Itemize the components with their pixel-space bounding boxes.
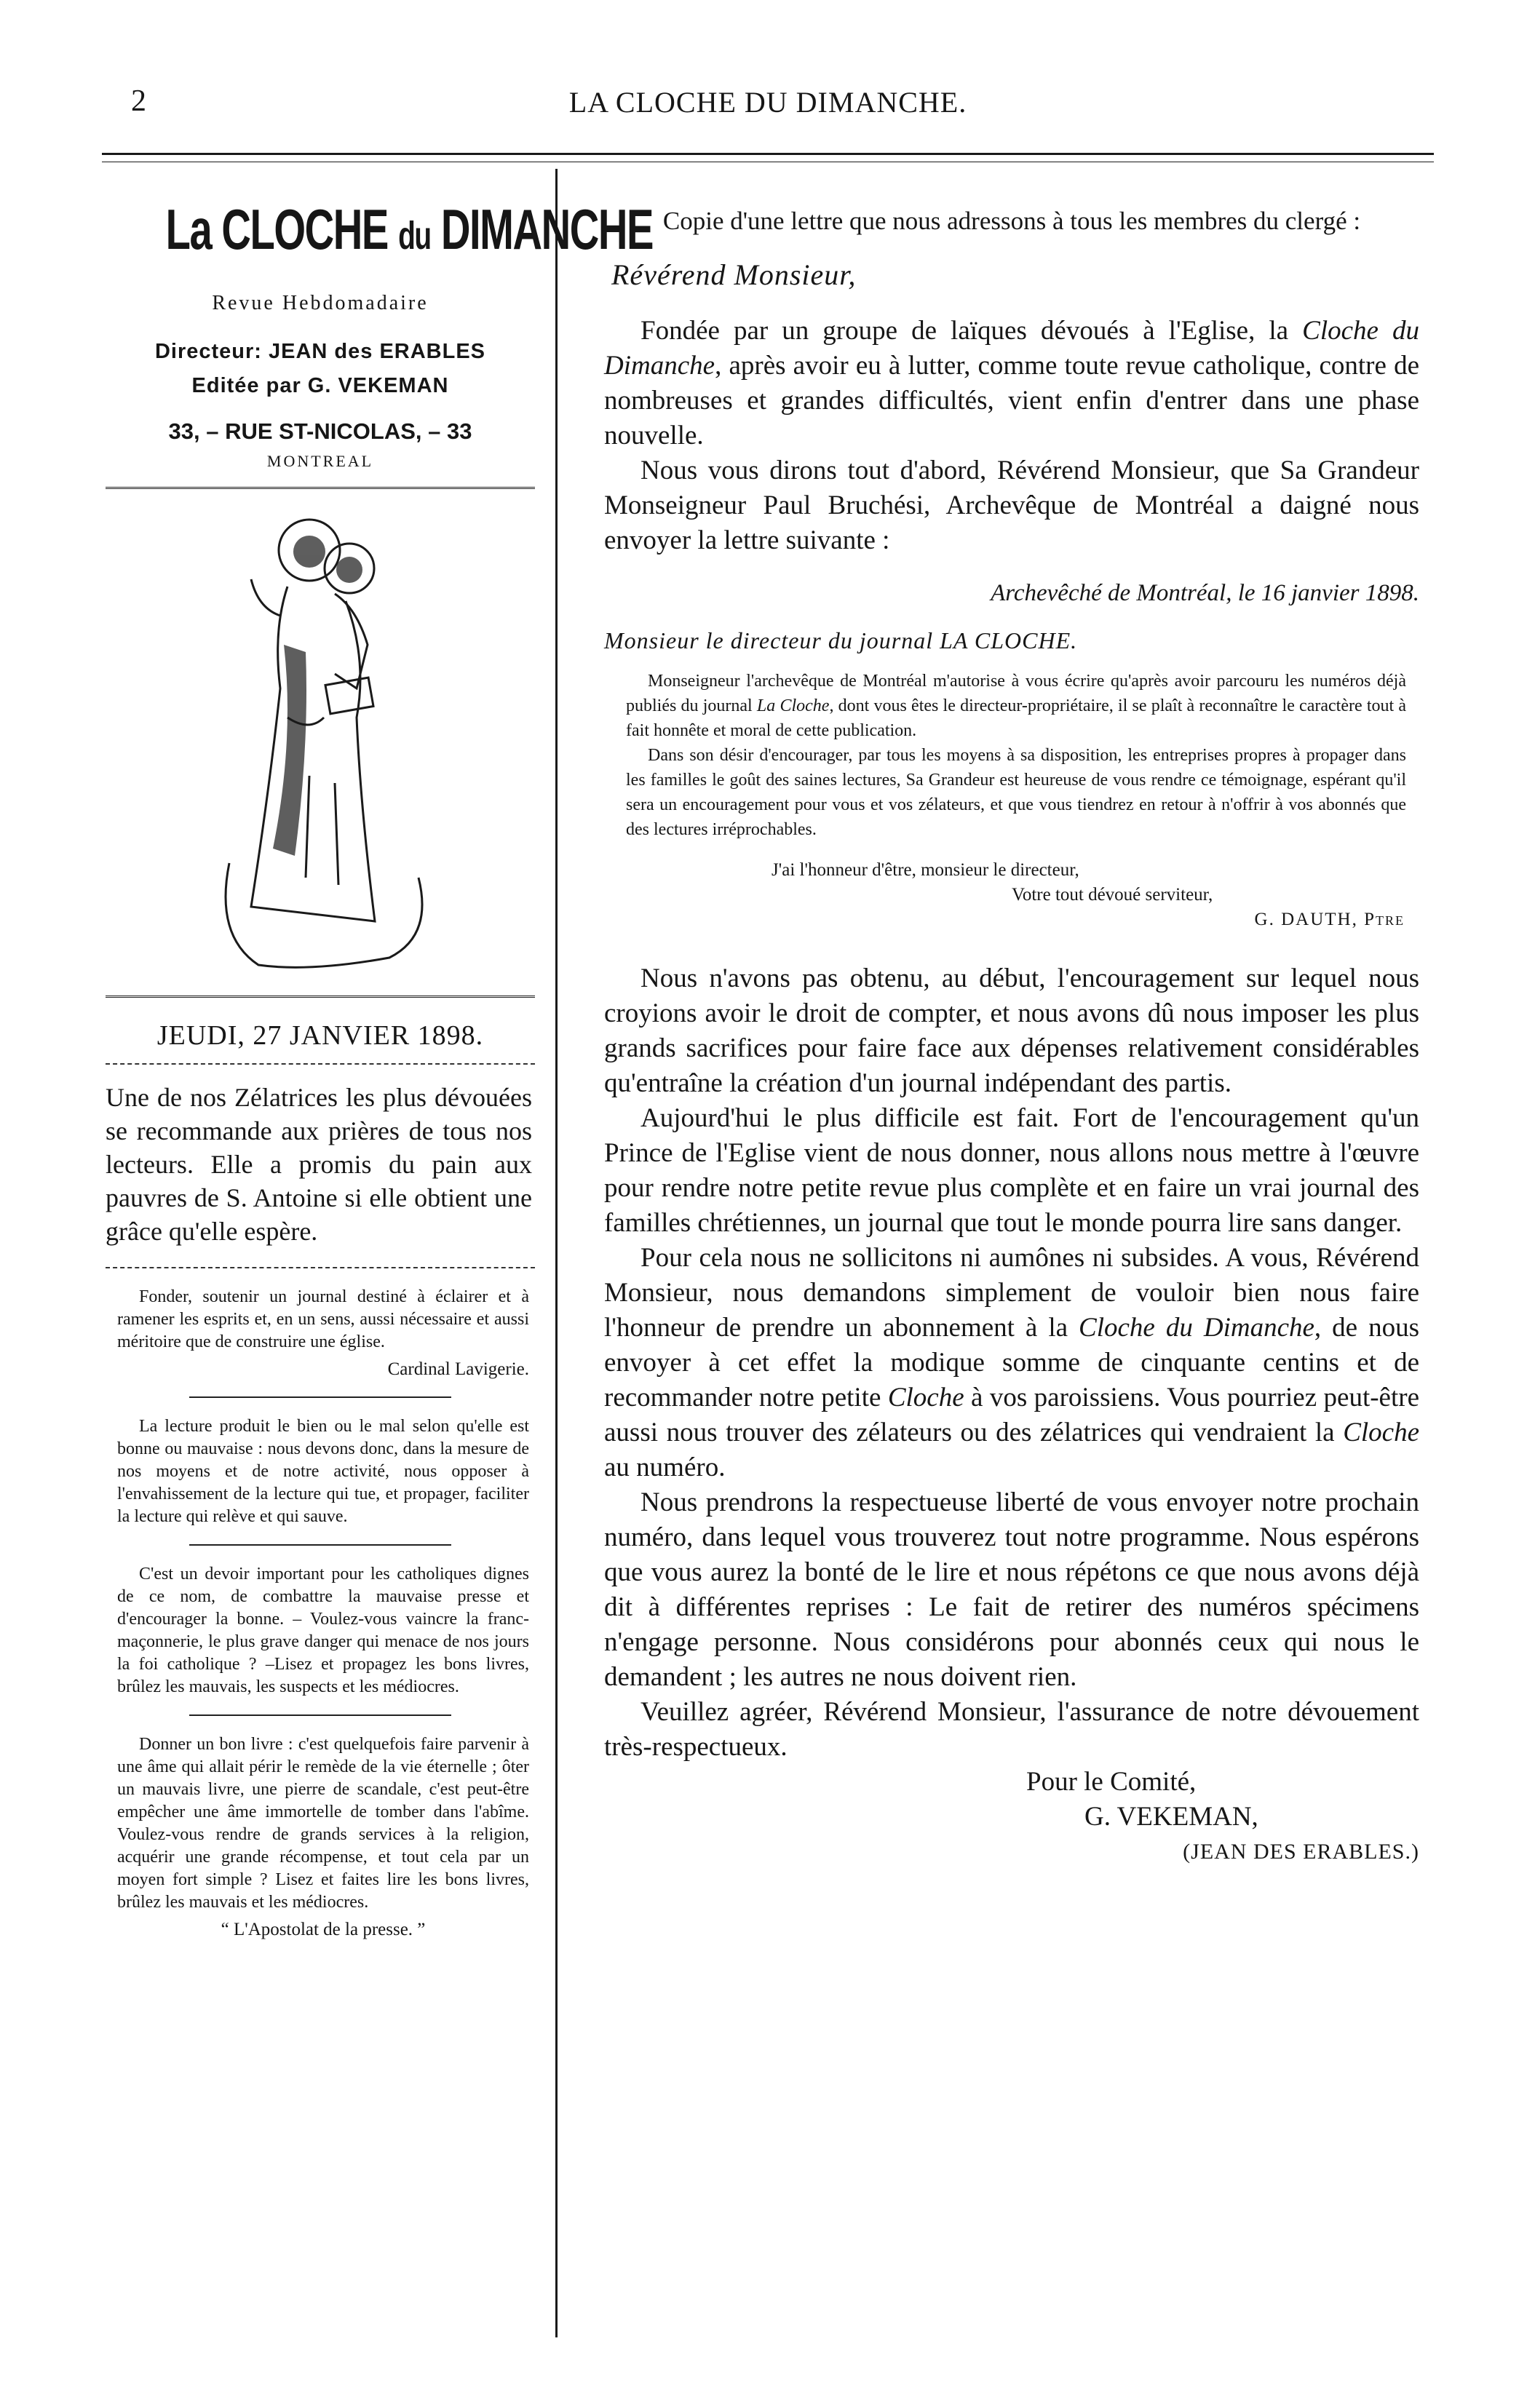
paragraph-pour-cela [604, 1241, 1419, 1485]
paragraph-nous-prendrons: Nous prendrons la respectueuse liberté de vous envoyer notre prochain numéro, dans lequel vous trouverez tout notre programme. Nous espérons que vous aurez la bonté de le lire et nous répétons ce que nous avons déjà dit à différentes reprises : Le fait de retirer des numéros spécimens n'engage personne. Nous considérons pour abonnés ceux qui nous le demandent ; les autres ne nous doivent rien. [604, 1487, 1419, 1692]
quote-lavigerie-text: Fonder, soutenir un journal destiné à éclairer et à ramener les esprits et, en un sens, aussi nécessaire et aussi méritoire que de construire une église. [117, 1287, 529, 1351]
masthead-subtitle: Revue Hebdomadaire [212, 292, 429, 314]
masthead-rule [106, 487, 535, 489]
date-rule-top [106, 996, 535, 998]
column-divider [555, 169, 558, 2337]
letter-addressee: Monsieur le directeur du journal LA CLOCHE. [604, 627, 1078, 653]
page-number: 2 [131, 84, 146, 118]
quote-lavigerie [106, 1286, 535, 1380]
letter-dateline: Archevêché de Montréal, le 16 janvier 1898. [991, 580, 1419, 606]
running-title: LA CLOCHE DU DIMANCHE. [568, 86, 967, 119]
masthead-title-part1: La CLOCHE [165, 197, 399, 261]
quote-bon-livre-signature: “ L'Apostolat de la presse. ” [221, 1920, 426, 1939]
quote-devoir-text: C'est un devoir important pour les catholiques dignes de ce nom, de combattre la mauvaise presse et d'encourager la bonne. – Voulez-vous vaincre la franc-maçonnerie, le plus grave danger qui menace de nos jours la foi catholique ? –Lisez et propagez les bons livres, brûlez les mauvais, les suspects et les médiocres. [117, 1565, 529, 1696]
paragraph-fondee-a: Fondée par un groupe de laïques dévoués à l'Eglise, la [640, 316, 1303, 346]
masthead-directeur: Directeur: JEAN des ERABLES [154, 340, 486, 363]
right-column [604, 205, 1419, 1869]
left-column [106, 175, 653, 1941]
paragraph-aujourdhui: Aujourd'hui le plus difficile est fait. Fort de l'encouragement qu'un Prince de l'Eglise vient de nous donner, nous allons nous mettre à l'œuvre pour rendre notre petite revue plus complète et en faire un vrai journal des familles chrétiennes, un journal que tout le monde pourra lire sans danger. [604, 1103, 1419, 1238]
masthead-title [165, 196, 653, 263]
quote-lecture [106, 1415, 535, 1528]
paragraph-pour-cela-a: Pour cela nous ne sollicitons ni aumônes ni subsides. A vous, Révérend Monsieur, nous demandons simplement de vouloir bien nous faire l'honneur de prendre un abonnement à la [604, 1243, 1419, 1343]
paragraph-pour-cela-cloche-1: Cloche [887, 1383, 964, 1412]
quote-bon-livre [106, 1733, 535, 1941]
letter-closing [604, 858, 1419, 932]
paragraph-fondee [604, 314, 1419, 453]
paragraph-nous-vous-dirons: Nous vous dirons tout d'abord, Révérend Monsieur, que Sa Grandeur Monseigneur Paul Bruchési, Archevêque de Montréal a daigné nous envoyer la lettre suivante : [604, 456, 1419, 555]
quote-separator [189, 1714, 451, 1716]
letter-paragraph-1-a: Monseigneur l'archevêque de Montréal m'autorise à vous écrire qu'après avoir parcouru les numéros déjà publiés du journal [626, 672, 1406, 715]
paragraph-encouragement: Nous n'avons pas obtenu, au début, l'encouragement sur lequel nous croyions avoir le droit de compter, et nous avons dû nous imposer les plus grands sacrifices pour faire face aux dépenses relativement considérables qu'entraîne la création d'un journal indépendant des partis. [604, 963, 1419, 1098]
paragraph-pour-cela-b: , de nous envoyer à cet effet la modique somme de cinquante centins et de recommander notre petite [604, 1313, 1419, 1412]
paragraph-pour-cela-c: à vos paroissiens. Vous pourriez peut-être aussi nous trouver des zélateurs ou des zélatrices qui vendraient la [604, 1383, 1419, 1447]
letter-paragraph-2: Dans son désir d'encourager, par tous les moyens à sa disposition, les entreprises propres à propager dans les familles le goût des saines lectures, Sa Grandeur est heureuse de vous rendre ce témoignage, espérant qu'il sera un encouragement pour vous et vos zélateurs, et que vous tiendrez en retour à n'offrir à vos abonnés que des lectures irréprochables. [626, 746, 1406, 839]
paragraph-pour-cela-title: Cloche du Dimanche [1079, 1313, 1314, 1343]
paragraph-veuillez: Veuillez agréer, Révérend Monsieur, l'assurance de notre dévouement très-respectueux. [604, 1697, 1419, 1762]
paragraph-pour-cela-d: au numéro. [604, 1453, 726, 1482]
closing-line-2: Votre tout dévoué serviteur, [1012, 885, 1213, 905]
body-paragraphs-2 [604, 961, 1419, 1765]
letter-paragraph-1-b: , dont vous êtes le directeur-propriétaire, il se plaît à reconnaître le caractère tout à fait honnête et moral de cette publication. [626, 696, 1407, 740]
paragraph-pour-cela-cloche-2: Cloche [1343, 1418, 1419, 1447]
saint-anthony-illustration [200, 499, 440, 980]
archbishop-letter [604, 669, 1419, 842]
quote-separator [189, 1544, 451, 1546]
salutation: Révérend Monsieur, [611, 258, 857, 291]
quote-devoir [106, 1563, 535, 1698]
quote-separator [189, 1396, 451, 1398]
date-rule-bottom [106, 1063, 535, 1065]
letter-paragraph-1-title: La Cloche [756, 696, 830, 715]
letter-paragraph-1 [626, 669, 1406, 743]
quote-lecture-text: La lecture produit le bien ou le mal selon qu'elle est bonne ou mauvaise : nous devons donc, dans la mesure de nos moyens et de notre activité, nous opposer à l'envahissement de la lecture qui tue, et propager, faciliter la lecture qui relève et qui sauve. [117, 1417, 529, 1526]
masthead-city: MONTREAL [266, 452, 374, 470]
closing-signature: G. DAUTH, Ptre [1254, 910, 1405, 929]
masthead-title-part2: DIMANCHE [430, 197, 653, 261]
masthead-title-du: du [398, 214, 431, 258]
issue-date: JEUDI, 27 JANVIER 1898. [156, 1020, 484, 1051]
header-rule [102, 153, 1434, 155]
committee-signature [604, 1765, 1419, 1869]
letter-intro: Copie d'une lettre que nous adressons à tous les membres du clergé : [662, 207, 1361, 235]
signature-line-2: G. VEKEMAN, [1084, 1802, 1258, 1832]
quote-lavigerie-signature: Cardinal Lavigerie. [387, 1359, 529, 1379]
notice-rule [106, 1267, 535, 1268]
closing-line-1: J'ai l'honneur d'être, monsieur le directeur, [772, 860, 1079, 880]
masthead-address: 33, – RUE ST-NICOLAS, – 33 [168, 418, 472, 444]
zelatrice-notice: Une de nos Zélatrices les plus dévouées se recommande aux prières de tous nos lecteurs. Elle a promis du pain aux pauvres de S. Antoine si elle obtient une grâce qu'elle espère. [106, 1083, 532, 1246]
signature-line-1: Pour le Comité, [1026, 1767, 1197, 1797]
page-header [102, 76, 1434, 127]
signature-line-3: (JEAN DES ERABLES.) [1183, 1840, 1419, 1864]
paragraph-fondee-title: Cloche du Dimanche [604, 316, 1419, 381]
quote-bon-livre-text: Donner un bon livre : c'est quelquefois faire parvenir à une âme qui allait périr le remède de la vie éternelle ; ôter un mauvais livre, une pierre de scandale, c'est peut-être empêcher une âme immortelle de tomber dans l'abîme. Voulez-vous rendre de grands services à la religion, acquérir une grande récompense, et tout cela par un moyen fort simple ? Lisez et faites lire les bons livres, brûlez les mauvais et les médiocres. [117, 1735, 529, 1912]
masthead-editee: Editée par G. VEKEMAN [191, 374, 449, 397]
paragraph-fondee-b: , après avoir eu à lutter, comme toute revue catholique, contre de nombreuses et grandes difficultés, vient enfin d'entrer dans une phase nouvelle. [604, 351, 1419, 450]
body-paragraphs-1 [604, 314, 1419, 558]
